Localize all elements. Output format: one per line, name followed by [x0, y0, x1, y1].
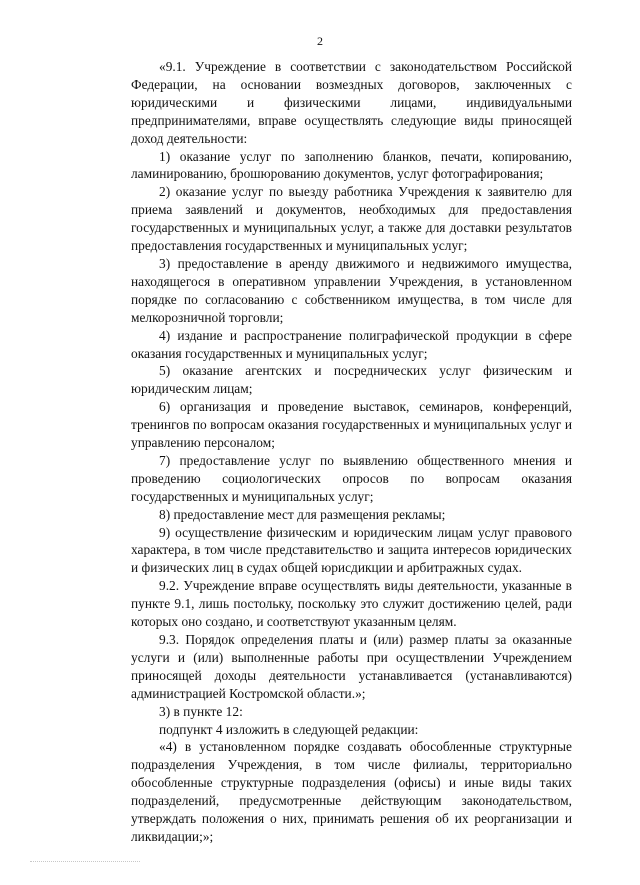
- amendment-subpoint-4: подпункт 4 изложить в следующей редакции:: [159, 721, 419, 737]
- list-item-5: 5) оказание агентских и посреднических услуг физическим и юридическим лицам;: [131, 363, 572, 397]
- list-item-6: 6) организация и проведение выставок, семинаров, конференций, тренингов по вопросам оказания государственных и муниципальных услуг и управлению персоналом;: [131, 399, 572, 451]
- paragraph-9-1: «9.1. Учреждение в соответствии с законодательством Российской Федерации, на основании возмездных договоров, заключенных с юридическими и физическими лицами, индивидуальными предпринимателями, вправе осуществлять следующие виды приносящей доход деятельности:: [131, 59, 572, 146]
- list-item-3: 3) предоставление в аренду движимого и недвижимого имущества, находящегося в оперативном управлении Учреждения, в установленном порядке по согласованию с собственником имущества, в том числе для мелкорозничной торговли;: [131, 255, 572, 325]
- paragraph-9-3: 9.3. Порядок определения платы и (или) размер платы за оказанные услуги и (или) выполненные работы при осуществлении Учреждением приносящей доходы деятельности устанавливается (устанавливаются) администрацией Костромской области.»;: [131, 632, 572, 701]
- page-number: 2: [317, 34, 323, 48]
- list-item-7: 7) предоставление услуг по выявлению общественного мнения и проведению социологических опросов по вопросам оказания государственных и муниципальных услуг;: [131, 452, 572, 504]
- list-item-9: 9) осуществление физическим и юридическим лицам услуг правового характера, в том числе представительство и защита интересов юридических и физических лиц в судах общей юрисдикции и арбитражных судах.: [131, 524, 572, 576]
- list-item-2: 2) оказание услуг по выезду работника Учреждения к заявителю для приема заявлений и документов, необходимых для предоставления государственных и муниципальных услуг, а также для доставки результатов предоставления государственных и муниципальных услуг;: [131, 184, 572, 254]
- list-item-4: 4) издание и распространение полиграфической продукции в сфере оказания государственных и муниципальных услуг;: [131, 327, 572, 361]
- amendment-point-3: 3) в пункте 12:: [159, 703, 243, 719]
- footer-dotted-line: [30, 861, 140, 862]
- paragraph-9-2: 9.2. Учреждение вправе осуществлять виды деятельности, указанные в пункте 9.1, лишь постольку, поскольку это служит достижению целей, ради которых оно создано, и соответствуют указанным целям.: [131, 578, 572, 630]
- document-body: [131, 58, 572, 846]
- list-item-1: 1) оказание услуг по заполнению бланков, печати, копированию, ламинированию, брошюрованию документов, услуг фотографирования;: [131, 148, 572, 182]
- list-item-8: 8) предоставление мест для размещения рекламы;: [159, 506, 446, 522]
- amendment-text-4: «4) в установленном порядке создавать обособленные структурные подразделения Учреждения, в том числе филиалы, территориально обособленные структурные подразделения (офисы) и иные виды таких подразделений, предусмотренные действующим законодательством, утверждать положения о них, принимать решения об их реорганизации и ликвидации;»;: [131, 739, 572, 844]
